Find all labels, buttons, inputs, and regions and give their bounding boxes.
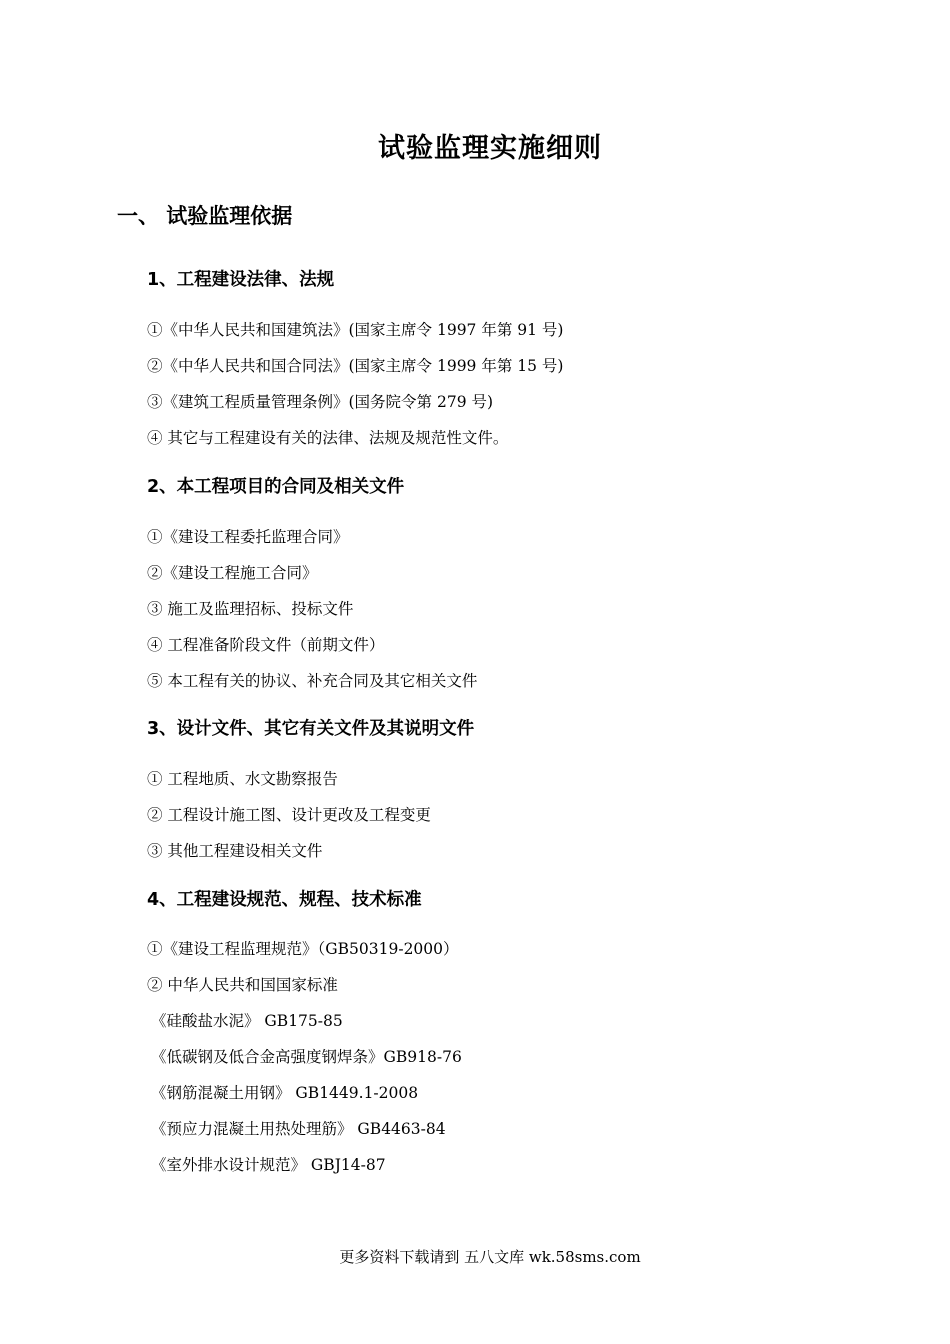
subheading-contracts: 2、本工程项目的合同及相关文件 [147,477,405,497]
standard-item: 《硅酸盐水泥》 GB175-85 [151,1012,343,1030]
list-item: ②《建设工程施工合同》 [147,564,318,582]
list-item: ① 工程地质、水文勘察报告 [147,770,338,788]
standard-item: 《预应力混凝土用热处理筋》 GB4463-84 [151,1120,446,1138]
list-item: ③ 其他工程建设相关文件 [147,842,323,860]
list-item: ⑤ 本工程有关的协议、补充合同及其它相关文件 [147,672,478,690]
footer-source-note: 更多资料下载请到 五八文库 wk.58sms.com [339,1248,641,1266]
list-item: ①《建设工程委托监理合同》 [147,528,349,546]
list-item: ③《建筑工程质量管理条例》(国务院令第 279 号) [147,393,494,411]
subheading-design-docs: 3、设计文件、其它有关文件及其说明文件 [147,719,475,739]
standard-item: 《室外排水设计规范》 GBJ14-87 [151,1156,386,1174]
standard-item: 《钢筋混凝土用钢》 GB1449.1-2008 [151,1084,419,1102]
subheading-standards: 4、工程建设规范、规程、技术标准 [147,890,422,910]
list-item: ④ 工程准备阶段文件（前期文件） [147,636,385,654]
subheading-laws: 1、工程建设法律、法规 [147,270,335,290]
list-item: ②《中华人民共和国合同法》(国家主席令 1999 年第 15 号) [147,357,564,375]
list-item: ② 中华人民共和国国家标准 [147,976,338,994]
standard-item: 《低碳钢及低合金高强度钢焊条》GB918-76 [151,1048,462,1066]
section-heading-basis: 一、 试验监理依据 [117,204,293,228]
list-item: ③ 施工及监理招标、投标文件 [147,600,354,618]
list-item: ④ 其它与工程建设有关的法律、法规及规范性文件。 [147,429,509,447]
list-item: ② 工程设计施工图、设计更改及工程变更 [147,806,431,824]
list-item: ①《中华人民共和国建筑法》(国家主席令 1997 年第 91 号) [147,321,564,339]
list-item: ①《建设工程监理规范》（GB50319-2000） [147,940,459,958]
page-title: 试验监理实施细则 [378,133,602,164]
